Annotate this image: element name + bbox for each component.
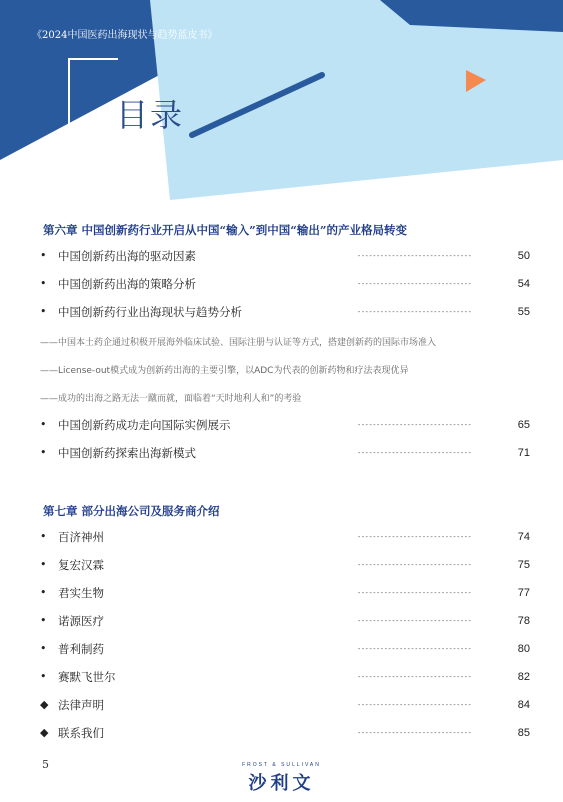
bullet-icon: •: [40, 586, 47, 599]
diamond-bullet-icon: ◆: [40, 698, 49, 711]
dot-leader: ------------------------------: [357, 729, 472, 737]
toc-entry[interactable]: [40, 724, 530, 742]
toc-entry-label: 法律声明: [58, 698, 104, 712]
dot-leader: ------------------------------: [357, 645, 472, 653]
toc-entry-label: 复宏汉霖: [58, 558, 104, 572]
toc-entry[interactable]: [40, 247, 530, 265]
toc-entry-page: 71: [517, 447, 530, 459]
dot-leader: ------------------------------: [357, 533, 472, 541]
toc-entry-label: 君实生物: [58, 586, 104, 600]
toc-entry-page: 80: [517, 643, 530, 655]
toc-entry-page: 65: [517, 419, 530, 431]
dot-leader: ------------------------------: [357, 280, 472, 288]
toc-entry[interactable]: [40, 556, 530, 574]
dot-leader: ------------------------------: [357, 252, 472, 260]
bullet-icon: •: [40, 642, 47, 655]
toc-frame: [68, 58, 118, 128]
toc-entry-label: 中国创新药行业出海现状与趋势分析: [58, 305, 242, 319]
toc-subitem: ——License-out模式成为创新药出海的主要引擎，以ADC为代表的创新药物和疗法表现优异: [40, 366, 409, 376]
bullet-icon: •: [40, 249, 47, 262]
bullet-icon: •: [40, 670, 47, 683]
toc-entry[interactable]: [40, 444, 530, 462]
dot-leader: ------------------------------: [357, 673, 472, 681]
toc-entry[interactable]: [40, 303, 530, 321]
toc-entry-label: 百济神州: [58, 530, 104, 544]
chapter-6-title: 第六章 中国创新药行业开启从中国“输入”到中国“输出”的产业格局转变: [43, 223, 407, 237]
dot-leader: ------------------------------: [357, 617, 472, 625]
dot-leader: ------------------------------: [357, 449, 472, 457]
bullet-icon: •: [40, 277, 47, 290]
toc-entry-page: 82: [517, 671, 530, 683]
toc-entry-page: 84: [517, 699, 530, 711]
toc-entry-label: 诺源医疗: [58, 614, 104, 628]
toc-entry-page: 50: [517, 250, 530, 262]
toc-heading: 目录: [116, 96, 185, 134]
toc-entry-page: 75: [517, 559, 530, 571]
toc-entry-page: 77: [517, 587, 530, 599]
toc-entry[interactable]: [40, 528, 530, 546]
toc-entry[interactable]: [40, 416, 530, 434]
toc-entry-page: 78: [517, 615, 530, 627]
toc-entry[interactable]: [40, 640, 530, 658]
chapter-7-title: 第七章 部分出海公司及服务商介绍: [43, 504, 220, 518]
toc-subitem: ——成功的出海之路无法一蹴而就，面临着“天时地利人和”的考验: [40, 394, 302, 404]
toc-entry[interactable]: [40, 275, 530, 293]
toc-entry-page: 85: [517, 727, 530, 739]
brand-logo-cn: 沙利文: [248, 773, 315, 794]
bullet-icon: •: [40, 305, 47, 318]
toc-entry-label: 中国创新药出海的驱动因素: [58, 249, 196, 263]
toc-entry[interactable]: [40, 696, 530, 714]
dot-leader: ------------------------------: [357, 561, 472, 569]
dot-leader: ------------------------------: [357, 421, 472, 429]
toc-entry-label: 普利制药: [58, 642, 104, 656]
dot-leader: ------------------------------: [357, 701, 472, 709]
toc-entry[interactable]: [40, 668, 530, 686]
toc-entry[interactable]: [40, 584, 530, 602]
diamond-bullet-icon: ◆: [40, 726, 49, 739]
bullet-icon: •: [40, 530, 47, 543]
toc-entry-label: 联系我们: [58, 726, 104, 740]
dot-leader: ------------------------------: [357, 589, 472, 597]
toc-entry-label: 中国创新药成功走向国际实例展示: [58, 418, 231, 432]
toc-entry-label: 赛默飞世尔: [58, 670, 116, 684]
bullet-icon: •: [40, 614, 47, 627]
toc-entry-page: 54: [517, 278, 530, 290]
bullet-icon: •: [40, 446, 47, 459]
toc-entry[interactable]: [40, 612, 530, 630]
toc-entry-page: 74: [517, 531, 530, 543]
dot-leader: ------------------------------: [357, 308, 472, 316]
bullet-icon: •: [40, 558, 47, 571]
toc-entry-label: 中国创新药出海的策略分析: [58, 277, 196, 291]
toc-entry-label: 中国创新药探索出海新模式: [58, 446, 196, 460]
brand-logo-en: FROST & SULLIVAN: [242, 762, 321, 768]
bullet-icon: •: [40, 418, 47, 431]
report-title: 《2024中国医药出海现状与趋势蓝皮书》: [32, 30, 218, 41]
page-number: 5: [42, 758, 49, 771]
toc-entry-page: 55: [517, 306, 530, 318]
toc-subitem: ——中国本土药企通过积极开展海外临床试验、国际注册与认证等方式，搭建创新药的国际市场准入: [40, 338, 437, 348]
